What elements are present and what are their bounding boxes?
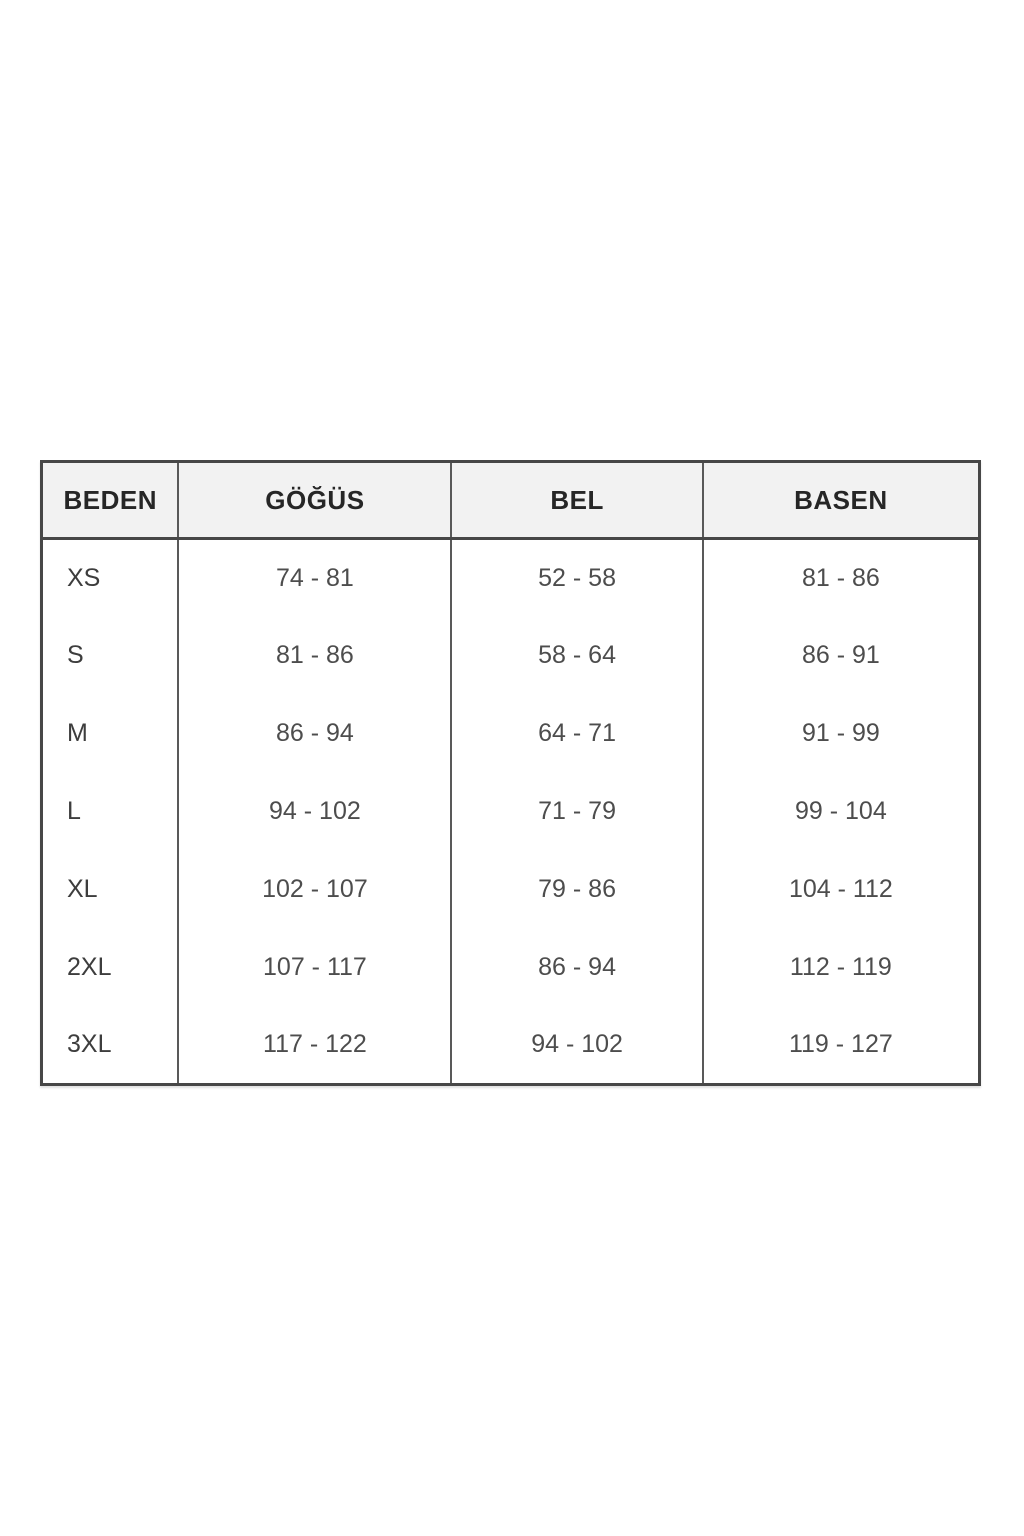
waist-range-cell: 71 - 79 xyxy=(451,773,702,851)
waist-range-cell: 52 - 58 xyxy=(451,539,702,617)
chest-range-cell: 86 - 94 xyxy=(178,695,451,773)
waist-range-cell: 58 - 64 xyxy=(451,617,702,695)
size-chart-table xyxy=(40,460,981,1086)
column-header-size: BEDEN xyxy=(42,462,179,539)
hips-range-cell: 104 - 112 xyxy=(703,851,980,929)
size-chart xyxy=(40,460,981,1086)
chest-range-cell: 102 - 107 xyxy=(178,851,451,929)
table-row xyxy=(42,1007,980,1085)
table-row xyxy=(42,617,980,695)
hips-range-cell: 86 - 91 xyxy=(703,617,980,695)
table-row xyxy=(42,539,980,617)
column-header-waist: BEL xyxy=(451,462,702,539)
header-row xyxy=(42,462,980,539)
chest-range-cell: 74 - 81 xyxy=(178,539,451,617)
hips-range-cell: 112 - 119 xyxy=(703,929,980,1007)
waist-range-cell: 64 - 71 xyxy=(451,695,702,773)
hips-range-cell: 119 - 127 xyxy=(703,1007,980,1085)
chest-range-cell: 117 - 122 xyxy=(178,1007,451,1085)
table-row xyxy=(42,851,980,929)
table-row xyxy=(42,929,980,1007)
chest-range-cell: 107 - 117 xyxy=(178,929,451,1007)
size-label-cell: XL xyxy=(42,851,179,929)
column-header-hips: BASEN xyxy=(703,462,980,539)
chest-range-cell: 94 - 102 xyxy=(178,773,451,851)
size-label-cell: L xyxy=(42,773,179,851)
column-header-chest: GÖĞÜS xyxy=(178,462,451,539)
table-body xyxy=(42,539,980,1085)
waist-range-cell: 86 - 94 xyxy=(451,929,702,1007)
size-label-cell: XS xyxy=(42,539,179,617)
size-label-cell: S xyxy=(42,617,179,695)
size-label-cell: 3XL xyxy=(42,1007,179,1085)
size-label-cell: 2XL xyxy=(42,929,179,1007)
hips-range-cell: 81 - 86 xyxy=(703,539,980,617)
chest-range-cell: 81 - 86 xyxy=(178,617,451,695)
hips-range-cell: 99 - 104 xyxy=(703,773,980,851)
waist-range-cell: 94 - 102 xyxy=(451,1007,702,1085)
hips-range-cell: 91 - 99 xyxy=(703,695,980,773)
table-row xyxy=(42,695,980,773)
waist-range-cell: 79 - 86 xyxy=(451,851,702,929)
table-row xyxy=(42,773,980,851)
size-label-cell: M xyxy=(42,695,179,773)
